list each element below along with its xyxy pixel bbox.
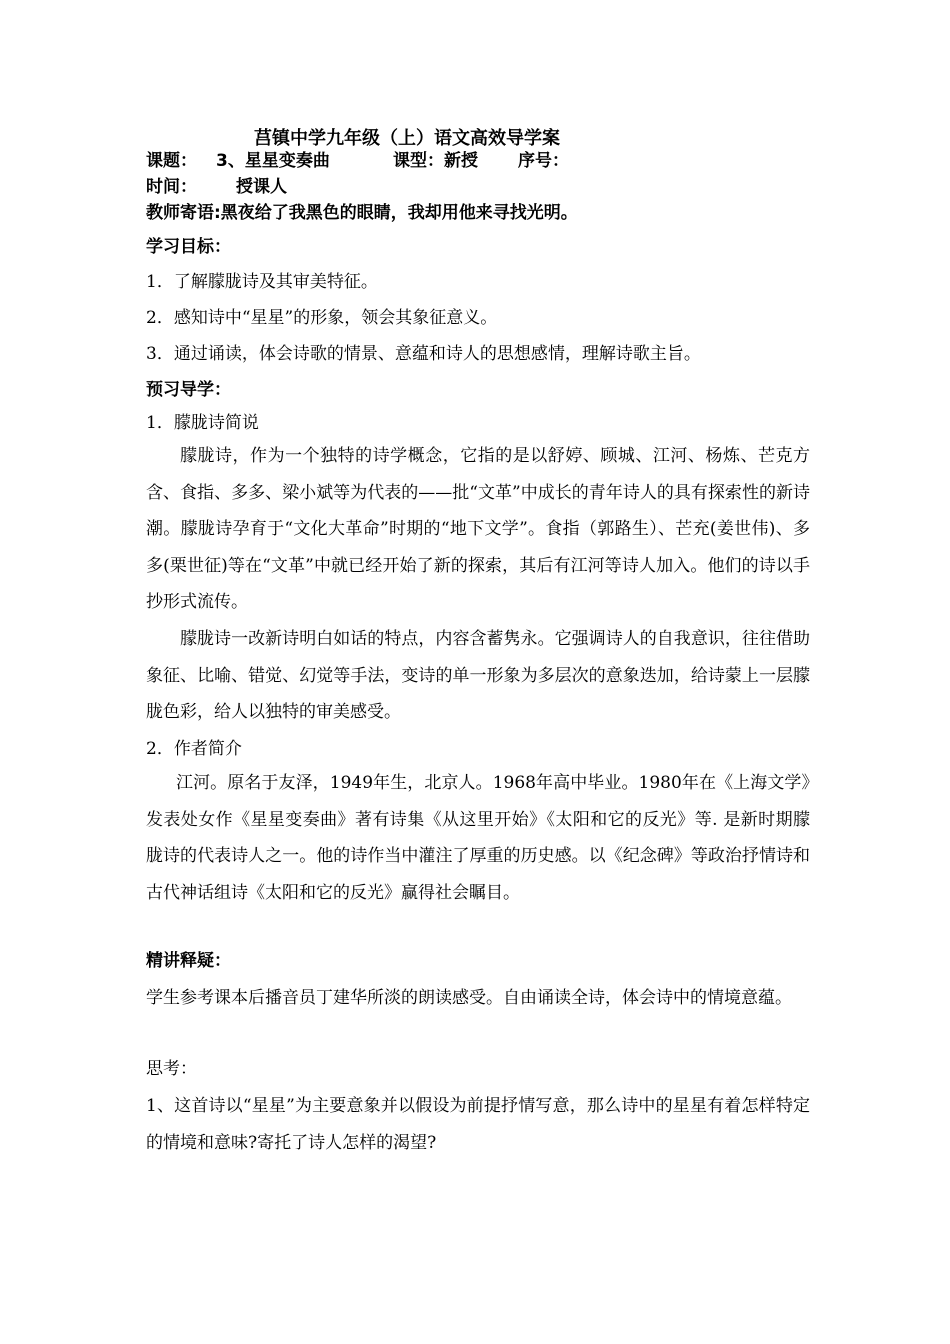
think-label: 思考： [146,1059,197,1079]
section-title-author: 2．作者简介 [146,739,242,759]
objectives-heading: 学习目标： [146,237,231,257]
objective-item: 2．感知诗中“星星”的形象，领会其象征意义。 [146,308,498,328]
lesson-label: 课题： [146,151,197,171]
teacher-label: 授课人 [236,177,287,197]
explain-paragraph: 学生参考课本后播音员丁建华所淡的朗读感受。自由诵读全诗，体会诗中的情境意蕴。 [146,988,792,1008]
objective-item: 1．了解朦胧诗及其审美特征。 [146,272,378,292]
preview-heading: 预习导学： [146,380,231,400]
document-title: 莒镇中学九年级（上）语文高效导学案 [254,128,560,149]
misty-poetry-features-paragraph: 朦胧诗一改新诗明白如话的特点，内容含蓄隽永。它强调诗人的自我意识，往往借助象征、比喻、错觉、幻觉等手法，变诗的单一形象为多层次的意象迭加，给诗蒙上一层朦胧色彩，给人以独特的审美感受。 [146,629,810,722]
lesson-type: 课型：新授 [393,151,478,171]
serial-number-label: 序号： [518,151,569,171]
explain-heading: 精讲释疑： [146,951,231,971]
objective-item: 3．通过诵读，体会诗歌的情景、意蕴和诗人的思想感情，理解诗歌主旨。 [146,344,701,364]
misty-poetry-paragraph: 朦胧诗，作为一个独特的诗学概念，它指的是以舒婷、顾城、江河、杨炼、芒克方含、食指、多多、梁小斌等为代表的——批“文革”中成长的青年诗人的具有探索性的新诗潮。朦胧诗孕育于“文化大革命”时期的“地下文学”。食指（郭路生）、芒充(姜世伟)、多多(栗世征)等在“文革”中就已经开始了新的探索，其后有江河等诗人加入。他们的诗以手抄形式流传。 [146,446,810,612]
author-paragraph: 江河。原名于友泽，1949年生，北京人。1968年高中毕业。1980年在《上海文学》发表处女作《星星变奏曲》著有诗集《从这里开始》《太阳和它的反光》等. 是新时期朦胧诗的代表诗人之一。他的诗作当中灌注了厚重的历史感。以《纪念碑》等政治抒情诗和古代神话组诗《太阳和它的反光》赢得社会瞩目。 [146,773,810,903]
teacher-motto: 教师寄语:黑夜给了我黑色的眼睛，我却用他来寻找光明。 [146,203,578,223]
section-title-misty-poetry: 1．朦胧诗简说 [146,413,259,433]
question-1: 1、这首诗以“星星”为主要意象并以假设为前提抒情写意，那么诗中的星星有着怎样特定的情境和意味?寄托了诗人怎样的渴望? [146,1096,810,1153]
lesson-value: 3、星星变奏曲 [216,151,330,171]
time-label: 时间： [146,177,197,197]
